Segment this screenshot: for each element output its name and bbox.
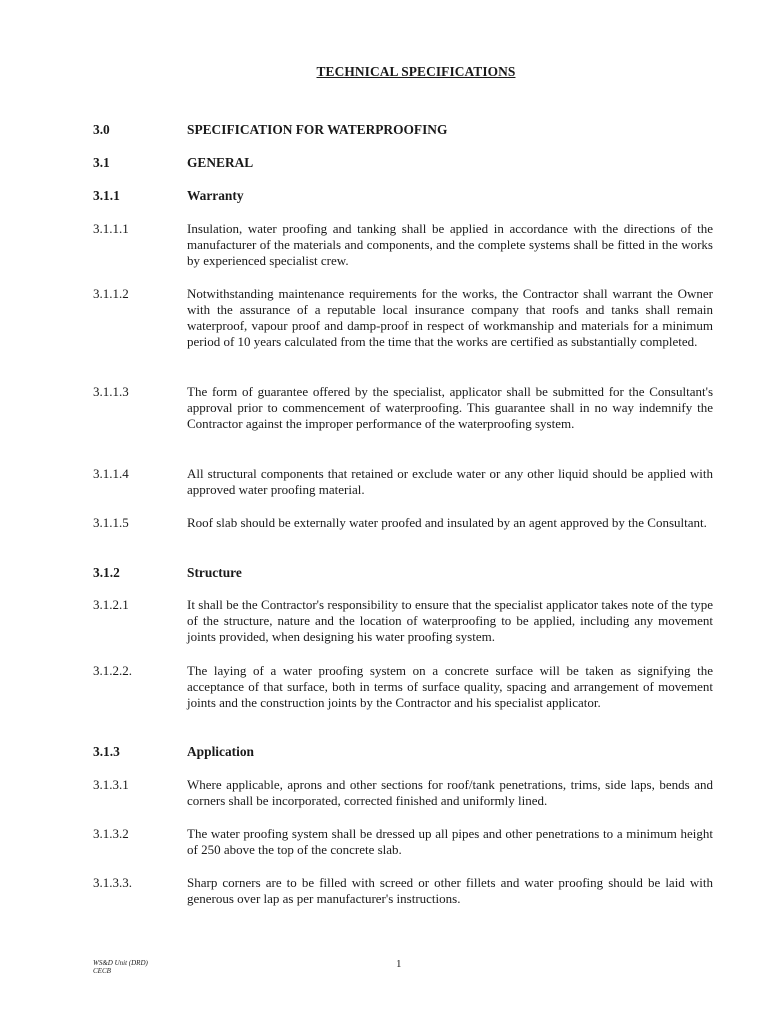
clause-number: 3.1.3.3. (93, 875, 132, 890)
structure-title: Structure (187, 565, 242, 580)
clause-number: 3.1.3.1 (93, 777, 129, 792)
clause-text: The form of guarantee offered by the specialist, applicator shall be submitted for the Consultant's approval prior to commencement of waterproofing. This guarantee shall in no way indemnify the Contractor against the improper performance of the waterproofing system. (187, 384, 713, 432)
clause-3-1-2-1 (93, 597, 713, 645)
clause-text: All structural components that retained or exclude water or any other liquid should be applied with approved water proofing material. (187, 466, 713, 498)
structure-number: 3.1.2 (93, 565, 120, 580)
footer-organization (93, 959, 148, 975)
clause-3-1-2-2 (93, 663, 713, 711)
clause-3-1-1-4 (93, 466, 713, 498)
clause-number: 3.1.2.1 (93, 597, 129, 612)
clause-number: 3.1.1.1 (93, 221, 129, 236)
clause-text: The laying of a water proofing system on a concrete surface will be taken as signifying the acceptance of that surface, both in terms of surface quality, spacing and arrangement of movement joints and the construction joints by the Contractor and his specialist applicator. (187, 663, 713, 711)
clause-3-1-1-2 (93, 286, 713, 350)
clause-text: It shall be the Contractor's responsibility to ensure that the specialist applicator takes note of the type of the structure, nature and the location of waterproofing to be applied, including any movement joints provided, when designing his water proofing system. (187, 597, 713, 645)
clause-number: 3.1.1.3 (93, 384, 129, 399)
clause-text: Insulation, water proofing and tanking shall be applied in accordance with the directions of the manufacturer of the materials and components, and the complete systems shall be fitted in the works by experienced specialist crew. (187, 221, 713, 269)
general-title: GENERAL (187, 155, 254, 170)
clause-3-1-1-5 (93, 515, 713, 531)
application-title: Application (187, 744, 254, 759)
page-number: 1 (396, 958, 402, 970)
section-title: SPECIFICATION FOR WATERPROOFING (187, 122, 448, 137)
document-title: TECHNICAL SPECIFICATIONS (316, 64, 516, 79)
clause-3-1-3-3 (93, 875, 713, 907)
clause-number: 3.1.3.2 (93, 826, 129, 841)
clause-3-1-1-3 (93, 384, 713, 432)
general-number: 3.1 (93, 155, 110, 170)
section-number: 3.0 (93, 122, 110, 137)
application-number: 3.1.3 (93, 744, 120, 759)
clause-number: 3.1.1.2 (93, 286, 129, 301)
clause-3-1-3-2 (93, 826, 713, 858)
footer-unit: WS&D Unit (DRD) (93, 959, 148, 967)
clause-text: Where applicable, aprons and other sections for roof/tank penetrations, trims, side laps, bends and corners shall be incorporated, corrected finished and uniformly lined. (187, 777, 713, 809)
clause-number: 3.1.2.2. (93, 663, 132, 678)
clause-3-1-1-1 (93, 221, 713, 269)
clause-number: 3.1.1.4 (93, 466, 129, 481)
warranty-number: 3.1.1 (93, 188, 120, 203)
warranty-title: Warranty (187, 188, 244, 203)
footer-org: CECB (93, 967, 111, 975)
clause-text: Sharp corners are to be filled with screed or other fillets and water proofing should be laid with generous over lap as per manufacturer's instructions. (187, 875, 713, 907)
clause-text: Notwithstanding maintenance requirements for the works, the Contractor shall warrant the Owner with the assurance of a reputable local insurance company that roofs and tanks shall remain waterproof, vapour proof and damp-proof in respect of workmanship and materials for a minimum period of 10 years calculated from the time that the works are certified as substantially completed. (187, 286, 713, 350)
clause-text: Roof slab should be externally water proofed and insulated by an agent approved by the Consultant. (187, 515, 707, 530)
clause-text: The water proofing system shall be dressed up all pipes and other penetrations to a minimum height of 250 above the top of the concrete slab. (187, 826, 713, 858)
clause-3-1-3-1 (93, 777, 713, 809)
clause-number: 3.1.1.5 (93, 515, 129, 530)
